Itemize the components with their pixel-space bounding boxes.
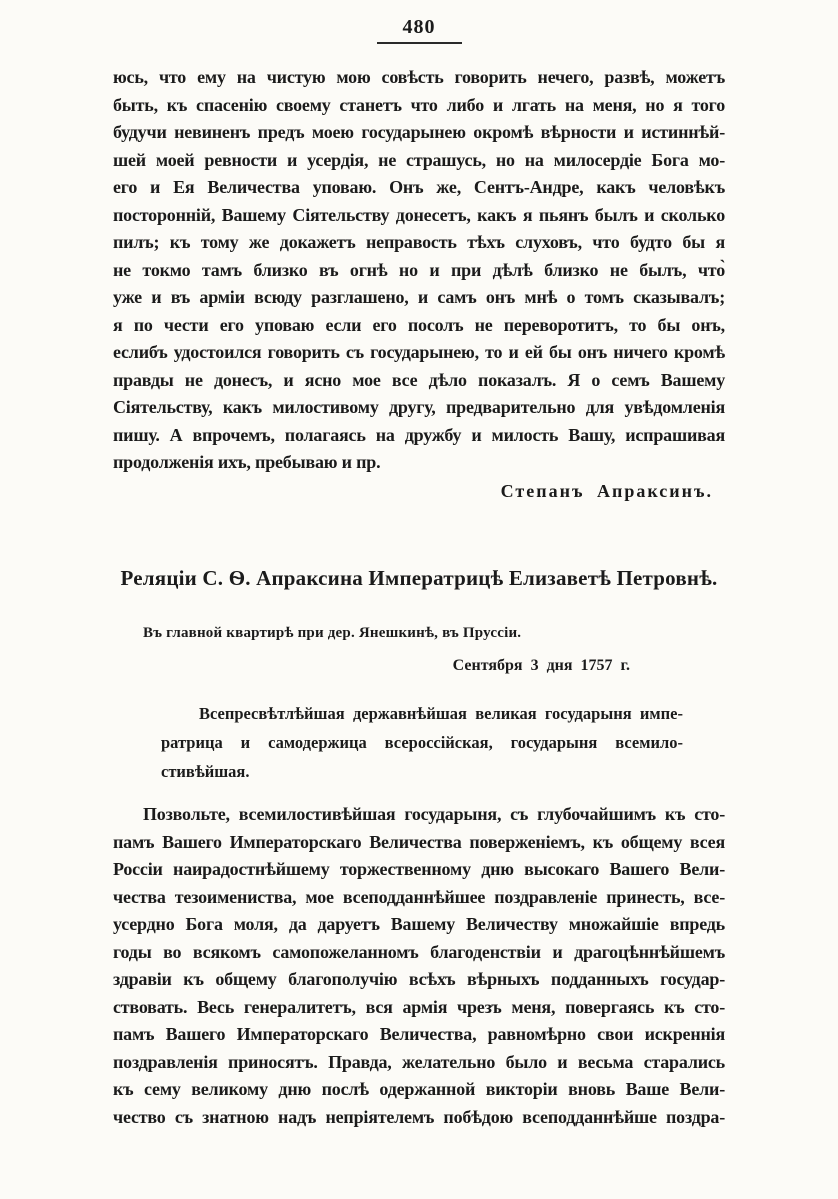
text-line: памъ Вашего Императорскаго Величества поверженіемъ, къ общему всея <box>113 831 725 852</box>
text-line: шей моей ревности и усердія, не страшусь, но на милосердіе Бога мо- <box>113 149 725 170</box>
text-line: чества тезоимениства, мое всеподданнѣйшее поздравленіе принесть, все- <box>113 886 725 907</box>
text-block <box>113 0 725 1131</box>
text-line: поздравленія приносятъ. Правда, желательно было и весьма старались <box>113 1051 725 1072</box>
salutation <box>161 699 683 786</box>
text-line: посторонній, Вашему Сіятельству донесетъ, какъ я пьянъ былъ и сколько <box>113 204 725 225</box>
text-line: пишу. А впрочемъ, полагаясь на дружбу и милость Вашу, испрашивая <box>113 424 725 445</box>
text-line: Всепресвѣтлѣйшая державнѣйшая великая государыня импе- <box>199 704 683 723</box>
text-line: еслибъ удостоился говорить съ государынею, то и ей бы онъ ничего кромѣ <box>113 342 725 362</box>
text-line: стивѣйшая. <box>161 762 250 781</box>
text-line: Россіи наирадостнѣйшему торжественному дню высокаго Вашего Вели- <box>113 859 725 879</box>
text-line: къ сему великому дню послѣ одержанной викторіи вновь Ваше Вели- <box>113 1079 725 1099</box>
signature: Степанъ Апраксинъ. <box>500 480 713 501</box>
text-line: уже и въ арміи всюду разглашено, и самъ онъ мнѣ о томъ сказывалъ; <box>113 287 725 307</box>
text-line: не токмо тамъ близко въ огнѣ но и при дѣлѣ близко не былъ, что̀ <box>113 259 725 280</box>
text-line: чество съ знатною надъ непріятелемъ побѣдою всеподданнѣйше поздра- <box>113 1106 725 1127</box>
text-line: правды не донесъ, и ясно мое все дѣло показалъ. Я о семъ Вашему <box>113 369 725 390</box>
text-line: памъ Вашего Императорскаго Величества, равномѣрно свои искреннія <box>113 1024 725 1044</box>
relation-body <box>113 801 725 1131</box>
page-number: 480 <box>377 16 462 44</box>
text-line: я по чести его уповаю если его посолъ не переворотитъ, то бы онъ, <box>113 314 725 335</box>
text-line: годы во всякомъ самопожеланномъ благоденствіи и драгоцѣннѣйшемъ <box>113 941 725 962</box>
text-line: будучи невиненъ предъ моею государынею окромѣ вѣрности и истиннѣй- <box>113 122 725 142</box>
section-heading: Реляціи С. Ѳ. Апраксина Императрицѣ Елизаветѣ Петровнѣ. <box>120 566 718 590</box>
dateline-date: Сентября 3 дня 1757 г. <box>452 657 630 674</box>
text-line: пилъ; къ тому же докажетъ неправость тѣхъ слуховъ, что будто бы я <box>113 232 725 252</box>
text-line: Позвольте, всемилостивѣйшая государыня, съ глубочайшимъ къ сто- <box>143 804 725 824</box>
text-line: его и Ея Величества уповаю. Онъ же, Сентъ-Андре, какъ человѣкъ <box>113 177 725 197</box>
text-line: Сіятельству, какъ милостивому другу, предварительно для увѣдомленія <box>113 397 725 417</box>
text-line: продолженія ихъ, пребываю и пр. <box>113 452 381 472</box>
text-line: быть, къ спасенію своему станетъ что либо и лгать на меня, но я того <box>113 94 725 115</box>
text-line: юсь, что ему на чистую мою совѣсть говорить нечего, развѣ, можетъ <box>113 67 725 87</box>
page-header <box>113 16 725 44</box>
text-line: усердно Бога моля, да даруетъ Вашему Величеству множайшіе впредь <box>113 914 725 934</box>
text-line: здравіи къ общему благополучію всѣхъ вѣрныхъ подданныхъ государ- <box>113 969 725 989</box>
text-line: ратрица и самодержица всероссійская, государыня всемило- <box>161 733 683 752</box>
letter-body <box>113 64 725 477</box>
text-line: ствовать. Весь генералитетъ, вся армія чрезъ меня, повергаясь къ сто- <box>113 996 725 1017</box>
dateline-place: Въ главной квартирѣ при дер. Янешкинѣ, въ Пруссіи. <box>143 625 522 641</box>
